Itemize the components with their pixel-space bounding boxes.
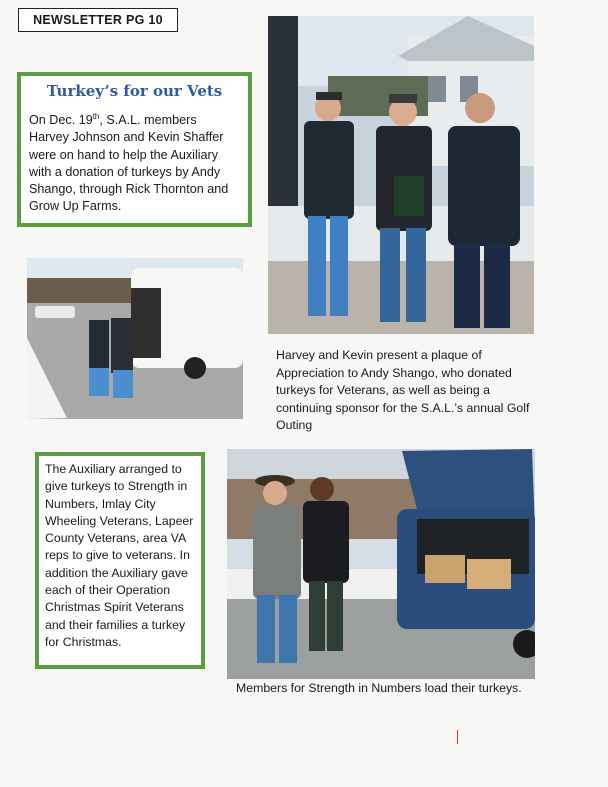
- superscript-th: th: [92, 112, 100, 121]
- article-distribution-box: [35, 452, 205, 669]
- article-title: Turkey’s for our Vets: [46, 82, 223, 100]
- photo-plaque-presentation: [268, 16, 534, 334]
- photo-caption-loading: Members for Strength in Numbers load their turkeys.: [236, 681, 522, 695]
- photo-van-street: [27, 258, 243, 419]
- page-label: NEWSLETTER PG 10: [18, 8, 178, 32]
- photo-loading-turkeys: [227, 449, 535, 679]
- article-body: On Dec. 19th, S.A.L. members Harvey Johnson and Kevin Shaffer were on hand to help the Auxiliary with a donation of turkeys by Andy Shango, through Rick Thornton and Grow Up Farms.: [29, 112, 229, 214]
- article-turkeys-box: [17, 72, 252, 227]
- scan-mark: [457, 730, 458, 744]
- photo-caption-plaque: Harvey and Kevin present a plaque of Appreciation to Andy Shango, who donated turkeys for Veterans, as well as being a continuing sponsor for the S.A.L.’s annual Golf Outing: [276, 348, 530, 432]
- article-body: The Auxiliary arranged to give turkeys to Strength in Numbers, Imlay City Wheeling Veterans, Lapeer County Veterans, area VA reps to give to veterans. In addition the Auxiliary gave each of their Operation Christmas Spirit Veterans and their families a turkey for Christmas.: [45, 462, 194, 649]
